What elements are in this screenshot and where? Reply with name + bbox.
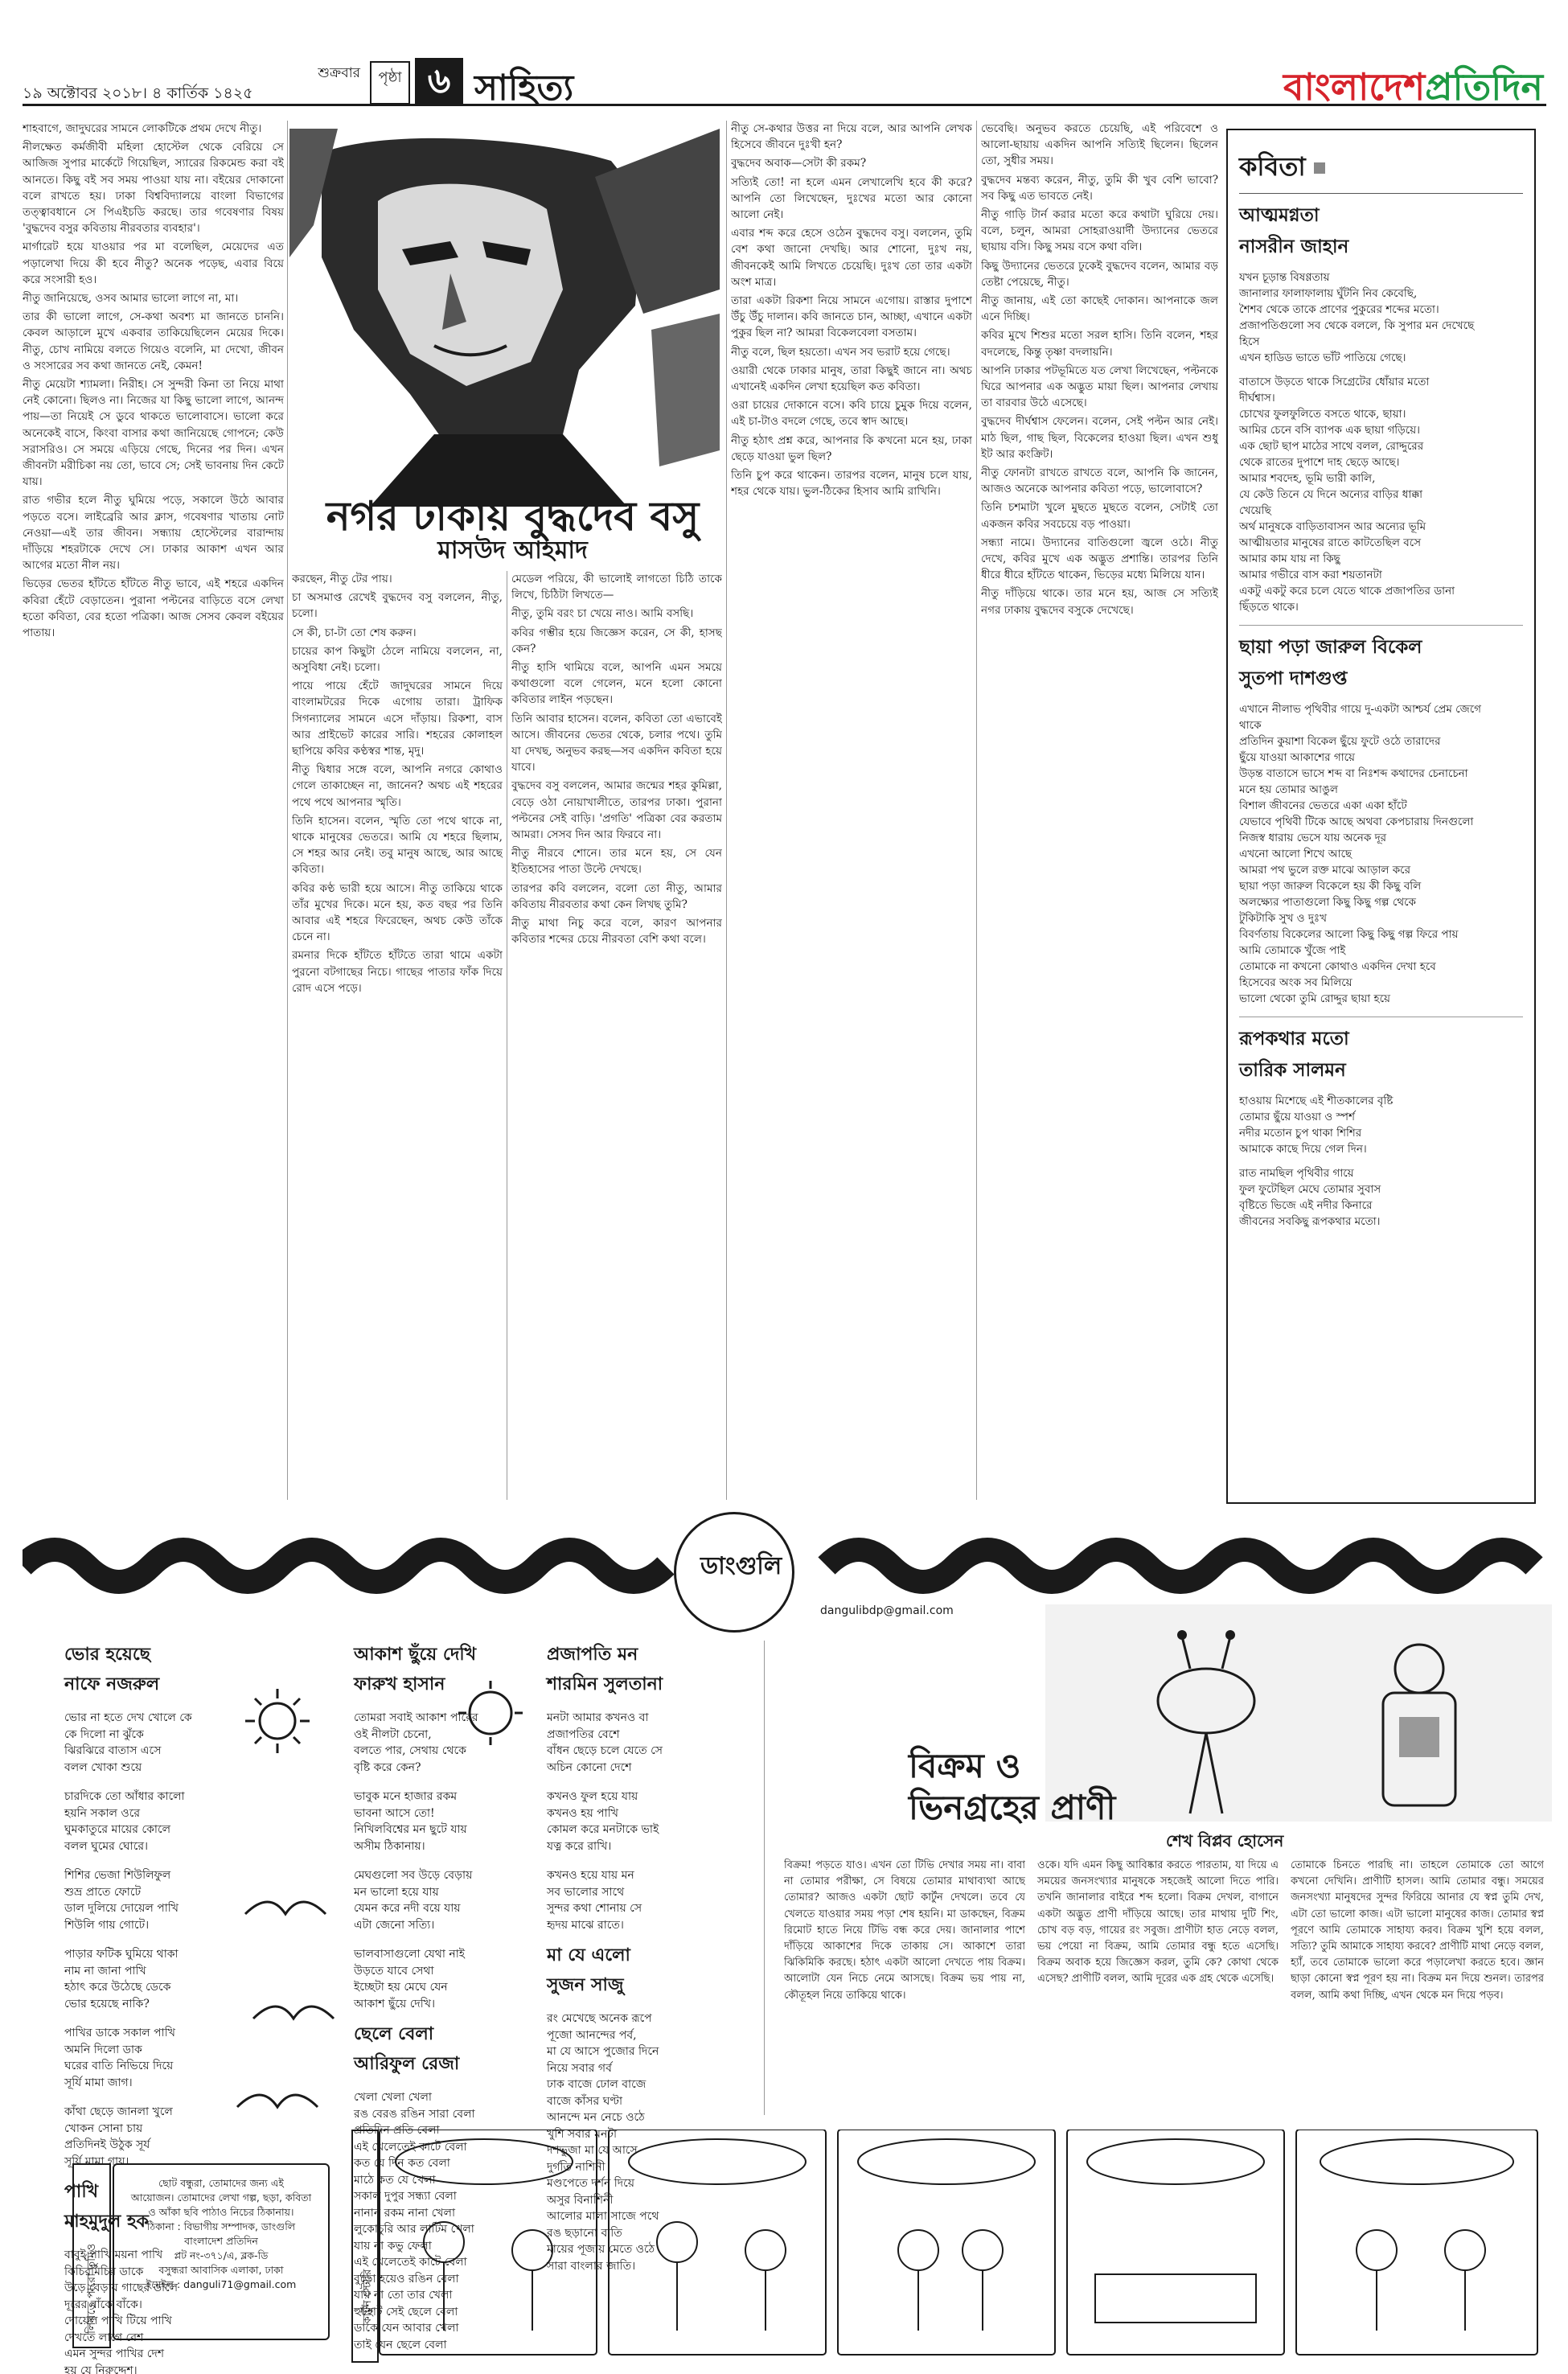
column-2-paragraph: তিনি হাসেন। বলেন, স্মৃতি তো পথে থাকে না, থাকে মানুষের ভেতরে। আমি যে শহরে ছিলাম, সে শহর আর নেই। তবু মানুষ আছে, আর আছে কবিতা। — [292, 814, 503, 877]
poem-line: কাঁথা ছেড়ে জানলা খুলে — [64, 2105, 173, 2118]
poem-line: বৃষ্টি করে কেন? — [354, 1760, 421, 1774]
poem-line: হৃদয় মাঝে রাতে। — [547, 1918, 624, 1932]
poem-line: অসীম ঠিকানায়। — [354, 1839, 425, 1853]
poem-line: প্রতিদিন প্রতি বেলা — [354, 2124, 440, 2137]
poem-line: নানান রকম নানা খেলা — [354, 2206, 456, 2220]
poem-line: রাত নামছিল পৃথিবীর গায়ে — [1239, 1167, 1354, 1180]
poem-line: উড়তে যাবে সেথা — [354, 1964, 434, 1978]
column-3-paragraph: মেডেল পরিয়ে, কী ভালোই লাগতো চিঠি তাকে লিখে, চিঠিটা লিখতে— — [511, 573, 722, 602]
poem-line: সূর্যি মামা জাগ। — [64, 2076, 133, 2089]
column-5-paragraph: আপনি ঢাকার পটভূমিতে যত লেখা লিখেছেন, পল্টনকে ঘিরে আপনার এক অদ্ভুত মায়া ছিল। আপনার লেখায় তা বারবার উঠে এসেছে। — [981, 363, 1218, 410]
column-2 — [292, 571, 503, 1500]
column-2-paragraph: চায়ের কাপ কিছুটা ঠেলে নামিয়ে বললেন, না, অসুবিধা নেই। চলো। — [292, 644, 503, 675]
poem-line: হয় যে নিরুদ্দেশ। — [64, 2364, 138, 2374]
poem-line: যখন চূড়ান্ত বিষণ্ণতায় — [1239, 271, 1330, 284]
poem-line: আনন্দে মন নেচে ওঠে — [547, 2111, 645, 2124]
poem-line: মন ভালো হয়ে যায় — [354, 1885, 439, 1899]
poem-line: এখনো আলো শিখে আছে — [1239, 848, 1353, 860]
poem-line: উড়ন্ত বাতাসে ভাসে শব্দ বা নিঃশব্দ কথাদের চেনাচেনা — [1239, 767, 1468, 780]
poem-line: তোমাকে না কখনো কোথাও একদিন দেখা হবে — [1239, 960, 1436, 973]
column-5-paragraph: নীতু ফোনটা রাখতে রাখতে বলে, আপনি কি জানেন, আজও অনেকে আপনার কবিতা পড়ে, ভালোবাসে? — [981, 466, 1218, 496]
poem-line: দুর্গতি নাশিনী — [547, 2160, 605, 2174]
poem-line: চারদিকে তো আঁধার কালো — [64, 1790, 185, 1803]
poem-line — [64, 2012, 225, 2025]
poem-line: শিউলি গায় গোটে। — [64, 1918, 150, 1932]
poem-line: খেলা খেলা খেলা — [354, 2091, 432, 2104]
poem-line: থাকে — [1239, 719, 1262, 732]
column-2-paragraph: চা অসমাপ্ত রেখেই বুদ্ধদেব বসু বললেন, নীতু, চলো। — [292, 591, 503, 621]
poem-title: প্রজাপতি মন — [547, 1645, 638, 1665]
poem-line: আকাশ ছুঁয়ে দেখি। — [354, 1997, 435, 2011]
poem-line: তোমার ছুঁয়ে যাওয়া ও স্পর্শ — [1239, 1111, 1355, 1123]
submission-line: ইমেইল : danguli71@gmail.com — [146, 2278, 297, 2290]
poem-author: নাসরীন জাহান — [1239, 236, 1349, 257]
poem-line: শিশির ভেজা শিউলিফুল — [64, 1869, 171, 1882]
column-divider — [764, 1641, 765, 2115]
poem-line: এই খেলেতেই কাটে বেলা — [354, 2256, 467, 2269]
submission-info-box — [113, 2163, 330, 2340]
column-5-paragraph: বুদ্ধদেব দীর্ঘশ্বাস ফেলেন। বলেন, সেই পল্টন আর নেই। মাঠ ছিল, গাছ ছিল, বিকেলের হাওয়া ছিল। এখন শুধু ইট আর কংক্রিট। — [981, 415, 1218, 461]
poem-line: এখন হাডিড ভাতে ভাঁট পাতিয়ে গেছে। — [1239, 351, 1406, 364]
column-2-paragraph: কবির কণ্ঠ ভারী হয়ে আসে। নীতু তাকিয়ে থাকে তাঁর মুখের দিকে। মনে হয়, কত বছর পর তিনি আবার এই শহরে ফিরেছেন, অথচ কেউ তাঁকে চেনে না। — [292, 881, 503, 944]
column-5-paragraph: ভেবেছি। অনুভব করতে চেয়েছি, এই পরিবেশে ও আলো-ছায়ায় একদিন আপনি সত্যিই ছিলেন। ছিলেন তো, সুধীর সময়। — [981, 122, 1218, 168]
poem-line: ইচ্ছেটা হয় মেঘে যেন — [354, 1981, 448, 1994]
poem-line: সারা বাংলার জাতি। — [547, 2259, 636, 2273]
poem-line: বিবর্ণতায় বিকেলের আলো কিছু কিছু গল্প ফিরে পায় — [1239, 928, 1459, 941]
poem-line: একটু একটু করে চলে যেতে থাকে প্রজাপতির ডানা — [1239, 585, 1455, 598]
poem-line: রঙ বেরঙ রঙিন সারা বেলা — [354, 2107, 475, 2121]
column-3-paragraph: বুদ্ধদেব বসু বললেন, আমার জন্মের শহর কুমিল্লা, বেড়ে ওঠা নোয়াখালীতে, তারপর ঢাকা। পুরানা পল্টনের সেই বাড়ি। 'প্রগতি' পত্রিকা বের করতাম আমরা। সেসব দিন আর ফিরবে না। — [511, 779, 722, 842]
column-divider — [287, 121, 288, 1500]
poem-line: এটা জেনো সত্যি। — [354, 1918, 435, 1932]
page-label: পৃষ্ঠা — [370, 61, 410, 105]
poem-line: বৃষ্টিতে ভিজে এই নদীর কিনারে — [1239, 1199, 1373, 1212]
poem-line: জানালার ফালাফালায় ঘুঁটনি নিব কেবেছি, — [1239, 287, 1418, 300]
column-3 — [511, 571, 722, 1500]
column-4 — [731, 121, 972, 1500]
poem-line: সকাল দুপুর সন্ধ্যা বেলা — [354, 2190, 457, 2203]
column-divider — [976, 121, 977, 1500]
poem-line: হুটহাট সেই ছেলে বেলা — [354, 2305, 458, 2319]
column-1-paragraph: ভিড়ের ভেতর হাঁটতে হাঁটতে নীতু ভাবে, এই শহরে একদিন কবিরা হেঁটে বেড়াতেন। পুরানা পল্টনের বাড়িতে বসে লেখা হতো কবিতা, বের হতো পত্রিকা। আজ সেসব কেবল বইয়ের পাতায়। — [23, 577, 284, 640]
column-3-paragraph: নীতু, তুমি বরং চা খেয়ে নাও। আমি বসছি। — [511, 607, 694, 621]
poem-line: পাড়ার ফটিক ঘুমিয়ে থাকা — [64, 1948, 179, 1961]
story-title: বিক্রম ও ভিনগ্রহের প্রাণী — [909, 1746, 1116, 1827]
poem-line: অলক্ষ্যের পাতাগুলো কিছু কিছু গল্প থেকে — [1239, 896, 1416, 909]
poem-line — [64, 1776, 225, 1789]
column-2-paragraph: পায়ে পায়ে হেঁটে জাদুঘরের সামনে দিয়ে বাংলামটরের দিকে এগোয় তারা। ট্রাফিক সিগন্যালের সামনে এসে দাঁড়ায়। রিকশা, বাস আর প্রাইভেট কারের সারি। শহরের কোলাহল ছাপিয়ে কবির কণ্ঠস্বর শান্ত, মৃদু। — [292, 680, 503, 758]
column-1-paragraph: নীতু জানিয়েছে, ওসব আমার ভালো লাগে না, মা। — [23, 292, 239, 306]
poem-line: মা যে আসে পুজোর দিনে — [547, 2045, 659, 2058]
poem-author: শারমিন সুলতানা — [547, 1674, 663, 1694]
poem-line: কখনও হয় পাখি — [547, 1806, 618, 1820]
column-3-paragraph: নীতু নীরবে শোনে। তার মনে হয়, সে যেন ইতিহাসের পাতা উল্টে দেখছে। — [511, 847, 722, 877]
column-5-paragraph: নীতু দাঁড়িয়ে থাকে। তার মনে হয়, আজ সে সত্যিই নগর ঢাকায় বুদ্ধদেব বসুকে দেখেছে। — [981, 587, 1218, 617]
poem-line: অর্থ মানুষকে বাড়িতাবাসন আর অন্যের ভূমি — [1239, 520, 1426, 533]
kids-email: dangulibdp@gmail.com — [820, 1604, 954, 1617]
poetry-heading: কবিতা — [1239, 146, 1523, 194]
poem-line: সূর্যি মামা গায়। — [64, 2154, 129, 2168]
poem-list — [1239, 200, 1523, 1230]
feature-title: নগর ঢাকায় বুদ্ধদেব বসু — [326, 493, 700, 540]
poem-line: অমনি দিলো ডাক — [64, 2043, 142, 2056]
column-4-paragraph: এবার শব্দ করে হেসে ওঠেন বুদ্ধদেব বসু। বললেন, তুমি বেশ কথা জানো দেখছি। আর শোনো, দুঃখ নয়, জীবনকেই আমি লিখতে চেয়েছি। দুঃখ তো তার একটা অংশ মাত্র। — [731, 227, 972, 289]
poem-line: আমার গভীরে বাস করা শয়তানটা — [1239, 569, 1382, 581]
poem-body — [547, 1710, 756, 1933]
poem-line: দূরের বাঁকে বাঁকে। — [64, 2298, 142, 2311]
submission-line: আয়োজন। তোমাদের লেখা গল্প, ছড়া, কবিতা — [130, 2191, 312, 2204]
poem-line: নাম না জানা পাখি — [64, 1964, 146, 1978]
poem-line: ভালবাসাগুলো যেথা নাই — [354, 1948, 466, 1961]
submission-line: প্লট নং-৩৭১/এ, ব্লক-ডি — [174, 2249, 269, 2261]
poem-line: পাখির ডাকে সকাল পাখি — [64, 2027, 175, 2039]
column-4-paragraph: নীতু সে-কথার উত্তর না দিয়ে বলে, আর আপনি লেখক হিসেবে জীবনে দুঃখী হন? — [731, 122, 972, 152]
poem-line: পূজো আনন্দের পর্ব, — [547, 2028, 637, 2042]
poem-line: বাজে কাঁসর ঘণ্টা — [547, 2094, 623, 2108]
author-portrait-illustration — [289, 129, 720, 507]
poem-line — [547, 1854, 756, 1867]
poem-line: দেখতে লাগে বেশ — [64, 2331, 144, 2344]
poem-line: এখানে নীলাভ পৃথিবীর গায়ে দু-একটা আশ্চর্য প্রেম জেগে — [1239, 703, 1481, 716]
poem-line: দশভুজা মা যে আসে — [547, 2144, 638, 2157]
story-author: শেখ বিপ্লব হোসেন — [1166, 1831, 1284, 1850]
poem-line: হাওয়ায় মিশেছে এই শীতকালের বৃষ্টি — [1239, 1095, 1394, 1107]
poem-line: তাই যেন ছেলে বেলা — [354, 2338, 447, 2351]
poem-line: দীর্ঘশ্বাস। — [1239, 392, 1275, 405]
column-divider — [726, 121, 727, 1500]
poem-line: মাঠে কত যে খেলা — [354, 2173, 436, 2187]
poem-line: ভালো থেকো তুমি রোদ্দুর ছায়া হয়ে — [1239, 992, 1390, 1005]
poem-line: হিসেবের অংক সব মিলিয়ে — [1239, 976, 1353, 989]
poem-title: ছেলে বেলা — [354, 2024, 434, 2044]
column-4-paragraph: ওরা চায়ের দোকানে বসে। কবি চায়ে চুমুক দিয়ে বলেন, এই চা-টাও বদলে গেছে, তবে স্বাদ আছে। — [731, 399, 972, 429]
column-4-paragraph: তিনি চুপ করে থাকেন। তারপর বলেন, মানুষ চলে যায়, শহর থেকে যায়। ভুল-ঠিকের হিসাব আমি রাখিনি। — [731, 469, 972, 499]
poem-line — [1239, 366, 1523, 374]
poem-line — [64, 1854, 225, 1867]
column-3-paragraph: নীতু মাথা নিচু করে বলে, কারণ আপনার কবিতার শব্দের চেয়ে নীরবতা বেশি কথা বলে। — [511, 917, 722, 947]
poem-line: ছুঁয়ে যাওয়া আকাশের গায়ে — [1239, 751, 1356, 764]
poem-line: আমি তোমাকে খুঁজে পাই — [1239, 944, 1346, 957]
poem-title: ছায়া পড়া জারুল বিকেল — [1239, 637, 1422, 658]
poem-line: টুকিটাকি সুখ ও দুঃখ — [1239, 912, 1327, 925]
poem-line: ছিঁড়তে থাকে। — [1239, 601, 1299, 614]
poem-author: ফারুখ হাসান — [354, 1674, 445, 1694]
poem-line: লুকোচুরি আর লাটিম খেলা — [354, 2223, 474, 2236]
poem-line: ভাবনা আসে তো! — [354, 1806, 435, 1820]
poem-line: তোমরা সবাই আকাশ পারের — [354, 1711, 478, 1724]
poem-line: যায় না তো তার খেলা — [354, 2289, 453, 2302]
poem-line — [354, 1933, 539, 1946]
column-2-paragraph: সে কী, চা-টা তো শেষ করুন। — [292, 626, 417, 639]
poem-title: আত্মমগ্নতা — [1239, 205, 1320, 226]
column-2-paragraph: করছেন, নীতু টের পায়। — [292, 573, 392, 585]
poem-line: কখনও ফুল হয়ে যায় — [547, 1790, 638, 1803]
poem-line: শুভ্র প্রাতে ফোটে — [64, 1885, 142, 1899]
poem-author: তারিক সালমন — [1239, 1060, 1346, 1081]
column-5-paragraph: নীতু জানায়, এই তো কাছেই দোকান। আপনাকে জল এনে দিচ্ছি। — [981, 294, 1218, 324]
poetry-sidebar — [1226, 129, 1536, 1504]
section-title: সাহিত্য — [474, 68, 574, 109]
poem-line: নদীর মতোন চুপ থাকা শিশির — [1239, 1127, 1362, 1140]
poem-line: কিচিরমিচির ডাকে — [64, 2265, 144, 2278]
poem-line: রঙ ছড়ানো বাতি — [547, 2226, 622, 2240]
poem-line: বলল খোকা শুয়ে — [64, 1760, 142, 1774]
poem-line: আমার কাম যায় না কিছু — [1239, 552, 1340, 565]
poem-title: মা যে এলো — [547, 1945, 630, 1965]
poem-line: ভাবুক মনে হাজার রকম — [354, 1790, 458, 1803]
poem-line: এই খেলেতেই কাটে বেলা — [354, 2140, 467, 2154]
submission-line: ছোট বন্ধুরা, তোমাদের জন্য এই — [158, 2177, 284, 2189]
poem-line — [354, 1776, 539, 1789]
poem-line: বাতাসে উড়তে থাকে সিগ্রেটের ধোঁয়ার মতো — [1239, 376, 1430, 388]
poem-line: হয়নি সকাল ওরে — [64, 1806, 141, 1820]
poem-line: মনটা আমার কখনও বা — [547, 1711, 649, 1724]
poem-line — [1239, 1157, 1523, 1165]
poem-author: নাফে নজরুল — [64, 1674, 160, 1694]
column-1-paragraph: শাহবাগে, জাদুঘরের সামনে লোকটিকে প্রথম দেখে নীতু। — [23, 122, 262, 135]
poem-line: বাঁধন ছেড়ে চলে যেতে সে — [547, 1744, 663, 1757]
submission-tab: লিখতে পারো তুমিও — [72, 2163, 111, 2348]
poem-line: ঘরের বাতি নিভিয়ে দিয়ে — [64, 2060, 174, 2072]
poem-author: সুজন সাজু — [547, 1975, 624, 1995]
poem-title: ভোর হয়েছে — [64, 1645, 150, 1665]
column-1-paragraph: নীলক্ষেত কর্মজীবী মহিলা হোস্টেল থেকে বেরিয়ে সে আজিজ সুপার মার্কেটে গিয়েছিল, স্যারের রিকমেন্ড করা বই আনতে। কিছু বই সব সময় পাওয়া যায় না। বইয়ের দোকানো বলে রাখতে হয়। ঢাকা বিশ্ববিদ্যালয়ে বাংলা বিভাগের তত্ত্বাবধানে সে পিএইচডি করছে। তার গবেষণার বিষয় 'বুদ্ধদেব বসুর কবিতায় নীরবতার ব্যবহার'। — [23, 141, 284, 236]
poem-line: প্রতিদিন কুয়াশা বিকেল ছুঁয়ে ফুটে ওঠে তারাদের — [1239, 735, 1441, 748]
poem-title: রূপকথার মতো — [1239, 1029, 1349, 1049]
poem-line: জীবনের সবকিছু রূপকথার মতো। — [1239, 1215, 1381, 1228]
story-column-3: তোমাকে চিনতে পারছি না। তাহলে তোমাকে তো আগে কখনো দেখিনি। প্রাণীটি হাসল। আমি তোমার বন্ধু। সময়ের জনসংখ্যা মানুষদের সুন্দর ফিরিয়ে আনার যে স্বপ্ন তুমি দেখ, এটা তো ভালো কাজ। এটা ভালো মানুষের কাজ। তোমার স্বপ্ন পূরণে আমি তোমাকে সাহায্য করব। বিক্রম খুশি হয়ে বলল, সত্যি? তুমি আমাকে সাহায্য করবে? প্রাণীটি মাথা নেড়ে বলল, হ্যাঁ, তবে তোমাকে ভালো করে পড়ালেখা করতে হবে। জ্ঞান ছাড়া কোনো স্বপ্ন পূরণ হয় না। বিক্রম মন দিয়ে শুনল। তারপর বলল, আমি কথা দিচ্ছি, এখন থেকে মন দিয়ে পড়ব। — [1291, 1859, 1544, 2002]
poem-author: মাহমুদুল হক — [64, 2212, 149, 2232]
poem-line: ঝিরঝিরে বাতাস এসে — [64, 1744, 162, 1757]
comic-strip — [371, 2130, 1545, 2363]
poem-line: আলোর মালা সাজে পথে — [547, 2210, 659, 2223]
poem-line: প্রজাপতির বেশে — [547, 1727, 620, 1741]
column-3-paragraph: তিনি আবার হাসেন। বলেন, কবিতা তো এভাবেই আসে। জীবনের ভেতর থেকে, চলার পথে। তুমি যা দেখছ, অনুভব করছ—সব একদিন কবিতা হয়ে যাবে। — [511, 712, 722, 774]
poem-body — [64, 1710, 225, 2170]
column-5-paragraph: কবির মুখে শিশুর মতো সরল হাসি। তিনি বলেন, শহর বদলেছে, কিন্তু তৃষ্ণা বদলায়নি। — [981, 329, 1218, 359]
poem-line: ওই নীলটা চেনো, — [354, 1727, 432, 1741]
poem-line: বলল ঘুমের ঘোরে। — [64, 1839, 149, 1853]
column-1-paragraph: নীতু মেয়েটা শ্যামলা। নিরীহ। সে সুন্দরী কিনা তা নিয়ে মাথা নেই কোনো। ছিলও না। নিজের যা কিছু ভালো লাগে, আনন্দ পায়—তা নিয়েই সে ডুবে থাকতে ভালোবাসে। ভালো করে অনেকেই বাসে, কিংবা বাসার কথা জানিয়েছে গোপনে; কেউ সরাসরিও। সে সময়ে এড়িয়ে গেছে, দিনের পর দিন। এখন জীবনটা মরীচিকা নয় তো, ভাবে সে; সেই ভাবনায় দিন কেটে যায়। — [23, 378, 284, 489]
poem-author: আরিফুল রেজা — [354, 2054, 460, 2074]
poem-line: ডাকে যেন আবার খেলা — [354, 2322, 459, 2335]
feature-author: মাসউদ আহমাদ — [437, 536, 588, 565]
column-5-paragraph: নীতু গাড়ি টার্ন করার মতো করে কথাটা ঘুরিয়ে দেয়। বলে, চলুন, আমরা সোহরাওয়ার্দী উদ্যানের ভেতরে ছায়ায় বসি। কিছু সময় বসে কথা বলি। — [981, 208, 1218, 254]
column-2-paragraph: রমনার দিকে হাঁটতে হাঁটতে তারা থামে একটা পুরনো বটগাছের নিচে। গাছের পাতার ফাঁক দিয়ে রোদ এসে পড়ে। — [292, 949, 503, 995]
column-4-paragraph: ওয়ারী থেকে ঢাকার মানুষ, তারা কিছুই জানে না। অথচ এখানেই একদিন লেখা হয়েছিল কত কবিতা। — [731, 363, 972, 394]
issue-date: শুক্রবার ১৯ অক্টোবর ২০১৮। ৪ কার্তিক ১৪২৫ — [23, 82, 360, 108]
column-4-paragraph: সত্যিই তো! না হলে এমন লেখালেখি হবে কী করে? আপনি তো লিখেছেন, দুঃখের মতো আর কোনো আলো নেই। — [731, 175, 972, 222]
poem-line: কোমল করে মনটাকে ভাই — [547, 1823, 659, 1836]
column-5-paragraph: সন্ধ্যা নামে। উদ্যানের বাতিগুলো জ্বলে ওঠে। নীতু দেখে, কবির মুখে এক অদ্ভুত প্রশান্তি। তারপর তিনি ধীরে ধীরে হাঁটতে থাকেন, ভিড়ের মধ্যে মিলিয়ে যান। — [981, 536, 1218, 582]
poem-line: যায় না কভু ফেলা — [354, 2239, 432, 2253]
poem-line: প্রজাপতিগুলো সব থেকে বললে, কি সুপার মন দেখেছে — [1239, 319, 1475, 332]
poem-line: ছায়া পড়া জারুল বিকেলে হয় কী কিছু বলি — [1239, 880, 1422, 893]
poem-line: নিখিলবিশ্বের মন ছুটে যায় — [354, 1823, 467, 1836]
poem-line: ফুল ফুটেছিল মেঘে তোমার সুবাস — [1239, 1183, 1381, 1196]
poem-line: মেঘগুলো সব উড়ে বেড়ায় — [354, 1869, 473, 1882]
poem-line — [64, 1933, 225, 1946]
poem-line: নিয়ে সবার গর্ব — [547, 2061, 612, 2075]
poem-line: যেমন করে নদী বয়ে যায় — [354, 1902, 461, 1915]
poem-line: মায়ের পূজায় মেতে ওঠে — [547, 2243, 655, 2256]
poem-line: এমন সুন্দর পাখির দেশ — [64, 2347, 165, 2360]
poem-line: যেভাবে পৃথিবী টিকে আছে অথবা কেপচারায় দিনগুলো — [1239, 815, 1474, 828]
column-1-paragraph: মার্গারেট হয়ে যাওয়ার পর মা বলেছিল, মেয়েদের এত পড়ালেখা দিয়ে কী হবে নীতু? অনেক পড়েছ, এবার বিয়ে করে সংসারী হও। — [23, 240, 284, 286]
poem-line: মণ্ডপেতে দর্শন দিয়ে — [547, 2177, 635, 2190]
column-5-paragraph: তিনি চশমাটা খুলে মুছতে মুছতে বলেন, সেটাই তো একজন কবির সবচেয়ে বড় পাওয়া। — [981, 501, 1218, 531]
poem-line: সুন্দর কথা শোনায় সে — [547, 1902, 642, 1915]
poem-line: অচিন কোনো দেশে — [547, 1760, 632, 1774]
poem-line: উড়ে বেড়ায় গাছের ডালে — [64, 2282, 179, 2294]
poem-line: বিশাল জীবনের ভেতরে একা একা হাঁটে — [1239, 799, 1407, 812]
story-column-1: বিক্রম! পড়তে যাও। এখন তো টিভি দেখার সময় না। বাবা না তোমার পরীক্ষা, সে বিষয়ে তোমার মাথাব্যথা আছে তোমার? আজও একটা ছোট কার্টুন দেখলে। তবে যে খেলতে যাওয়ার সময় পড়া শেষ হয়নি। মা ডাকছেন, বিক্রম রিমোট হাতে নিয়ে টিভি বন্ধ করে দেয়। জানালার পাশে দাঁড়িয়ে আকাশের দিকে তাকায় সে। আকাশে তারা ঝিকিমিকি করছে। হঠাৎ একটা আলো দেখতে পায় বিক্রম। আলোটা যেন নিচে নেমে আসছে। বিক্রম ভয় পায় না, কৌতূহল নিয়ে তাকিয়ে থাকে। — [784, 1859, 1025, 2002]
column-2-paragraph: নীতু দ্বিধার সঙ্গে বলে, আপনি নগরে কোথাও গেলে তাকাচ্ছেন না, জানেন? অথচ এই শহরের পথে পথে আপনার স্মৃতি। — [292, 763, 503, 809]
poem-line: বলতে পার, সেথায় থেকে — [354, 1744, 466, 1757]
poem-line — [354, 1854, 539, 1867]
column-4-paragraph: তারা একটা রিকশা নিয়ে সামনে এগোয়। রাস্তার দুপাশে উঁচু উঁচু দালান। কবি জানতে চান, আচ্ছা, এখানে একটা পুকুর ছিল না? আমরা বিকেলবেলা বসতাম। — [731, 294, 972, 340]
poem-line — [547, 1776, 756, 1789]
square-icon — [1314, 162, 1325, 174]
column-5-paragraph: বুদ্ধদেব মন্তব্য করেন, নীতু, তুমি কী খুব বেশি ভাবো? সব কিছু এত ভাবতে নেই। — [981, 173, 1218, 203]
issue-day: শুক্রবার — [318, 65, 360, 81]
poem-line: রং মেখেছে অনেক রূপে — [547, 2012, 652, 2025]
poem-title: আকাশ ছুঁয়ে দেখি — [354, 1645, 477, 1665]
poem-title: পাখি — [64, 2182, 99, 2202]
poem-line: নিজস্ব ধারায় ভেসে যায় অনেক দূর — [1239, 832, 1387, 844]
page-header — [23, 56, 1546, 109]
poem-line: বুড়ো হয়েও রঙিন বেলা — [354, 2272, 459, 2286]
poem-line: সব ভালোর সাথে — [547, 1885, 625, 1899]
poem-line: আমরা পথ ভুলে রক্ত মাঝে আড়াল করে — [1239, 864, 1411, 877]
poem-line: প্রতিদিনই উঠুক সূর্য — [64, 2138, 150, 2151]
poem-line: খেয়েছি — [1239, 504, 1271, 517]
poem-line: যত্ন করে রাখি। — [547, 1839, 612, 1853]
submission-line: বসুন্ধরা আবাসিক এলাকা, ঢাকা — [158, 2264, 284, 2276]
column-1 — [23, 121, 284, 1500]
column-1-paragraph: রাত গভীর হলে নীতু ঘুমিয়ে পড়ে, সকালে উঠে আবার পড়তে বসে। লাইব্রেরি আর ক্লাস, গবেষণার খাতায় নোট নেওয়া—এই তার জীবন। সন্ধ্যায় হোস্টেলের বারান্দায় দাঁড়িয়ে শহরটাকে দেখে সে। ঢাকার আকাশ এখন আর আগের মতো নীল নয়। — [23, 494, 284, 573]
masthead-logo: বাংলাদেশপ্রতিদিন — [1283, 65, 1543, 109]
poem-line: হিসে — [1239, 335, 1260, 348]
poem-line: আমাকে কাছে দিয়ে গেল দিন। — [1239, 1143, 1367, 1156]
poem-line: এক ছোট ছাপ মাঠের সাথে বলল, রোদ্দুরের — [1239, 440, 1424, 453]
column-5-paragraph: কিছু উদ্যানের ভেতরে ঢুকেই বুদ্ধদেব বলেন, আমার বড় তেষ্টা পেয়েছে, নীতু। — [981, 259, 1218, 289]
kids-logo: ডাংগুলি — [674, 1512, 794, 1633]
sun-illustration — [394, 1673, 539, 1777]
submission-line: ও আঁকা ছবি পাঠাও নিচের ঠিকানায়। — [148, 2206, 294, 2218]
poem-line: আমির চেনে বসি ব্যাপক এক ছায়া গড়িয়ে। — [1239, 424, 1420, 437]
poem-line: কত যে দিন কত বেলা — [354, 2157, 450, 2170]
poem-line: ভোর হয়েছে নাকি? — [64, 1997, 150, 2011]
poem-line: যে কেউ তিনে যে দিনে অন্যের বাড়ির ধাক্কা — [1239, 488, 1423, 501]
poem-line: দোয়েল পাখি টিয়ে পাখি — [64, 2314, 172, 2327]
column-5 — [981, 121, 1218, 1500]
submission-line: ঠিকানা : বিভাগীয় সম্পাদক, ডাংগুলি — [146, 2220, 296, 2232]
poem-line: বাবুই পাখি ময়না পাখি — [64, 2249, 163, 2261]
poem-line: কখনও হয়ে যায় মন — [547, 1869, 634, 1882]
poem-line: অসুর বিনাশিনী — [547, 2193, 614, 2207]
poem-divider — [1239, 625, 1523, 626]
poem-line — [64, 2091, 225, 2104]
column-3-paragraph: নীতু হাসি থামিয়ে বলে, আপনি এমন সময়ে কথাগুলো বলে গেলেন, মনে হলো কোনো কবিতার লাইন পড়ছেন। — [511, 661, 722, 707]
column-4-paragraph: নীতু বলে, ছিল হয়তো। এখন সব ভরাট হয়ে গেছে। — [731, 345, 950, 359]
column-3-paragraph: কবির গম্ভীর হয়ে জিজ্ঞেস করেন, সে কী, হাসছ কেন? — [511, 626, 722, 655]
poem-line: কে দিলো না ঝুঁকে — [64, 1727, 144, 1741]
column-4-paragraph: বুদ্ধদেব অবাক—সেটা কী রকম? — [731, 157, 867, 170]
poem-line: ডাল দুলিয়ে দোয়েল পাখি — [64, 1902, 179, 1915]
poem-author: সুতপা দাশগুপ্ত — [1239, 668, 1348, 689]
poem-line: খোকন সোনা চায় — [64, 2121, 143, 2135]
poem-line: ঘুমকাতুরে মায়ের কোলে — [64, 1823, 171, 1836]
poem-line: আত্মীয়তার মানুষের রাতে কাটতেছিল বসে — [1239, 536, 1422, 549]
poem-line: ভোর না হতে দেখ খোলে কে — [64, 1711, 192, 1724]
poem-line: থেকে রাতের দুপাশে দাহ ছেড়ে আছে। — [1239, 456, 1400, 469]
poem-line: চোখের ফুলফুলিতে বসতে থাকে, ছায়া। — [1239, 408, 1406, 421]
sun-bird-illustration — [229, 1673, 350, 2123]
submission-line: বাংলাদেশ প্রতিদিন — [184, 2235, 258, 2247]
page-number: ৬ — [415, 58, 463, 105]
column-3-paragraph: তারপর কবি বললেন, বলো তো নীতু, আমার কবিতায় নীরবতার কথা কেন লিখছ তুমি? — [511, 881, 722, 911]
poem-line: হঠাৎ করে উঠেছে ডেকে — [64, 1981, 171, 1994]
poem-line: আমার শবদেহ, ভূমি ভারী কালি, — [1239, 472, 1376, 485]
column-4-paragraph: নীতু হঠাৎ প্রশ্ন করে, আপনার কি কখনো মনে হয়, ঢাকা ছেড়ে যাওয়া ভুল ছিল? — [731, 433, 972, 463]
poem-line: খুশি সবার মনটা — [547, 2127, 618, 2141]
poem-line: মনে হয় তোমার আঙুল — [1239, 783, 1338, 796]
comic-tab: কার্টুন স্টোরি — [351, 2130, 379, 2363]
story-column-2: ওকে। যদি এমন কিছু আবিষ্কার করতে পারতাম, যা দিয়ে এ সময়ের জনসংখ্যার মানুষকে সহজেই আলো দিতে পারি। তখনি জানালার বাইরে শব্দ হলো। বিক্রম দেখল, বাগানে একটা অদ্ভুত প্রাণী দাঁড়িয়ে আছে। তার মাথায় দুটি শিং, চোখ বড় বড়, গায়ের রং সবুজ। প্রাণীটা হাত নেড়ে বলল, ভয় পেয়ো না বিক্রম, আমি তোমার বন্ধু হতে এসেছি। বিক্রম অবাক হয়ে জিজ্ঞেস করল, তুমি কে? কোথা থেকে এসেছ? প্রাণীটি বলল, আমি দূরের এক গ্রহ থেকে এসেছি। — [1037, 1859, 1279, 1986]
column-1-paragraph: তার কী ভালো লাগে, সে-কথা অবশ্য মা জানতে চাননি। কেবল আড়ালে মুখে একবার তাকিয়েছিলেন মেয়ের দিকে। নীতু, চোখ নামিয়ে বলতে গিয়েও বলেনি, মা দেখো, জীবন ও সংসারের সব কথা জানতে নেই, কেমন! — [23, 310, 284, 372]
poem-line: ঢাক বাজে ঢোল বাজে — [547, 2078, 646, 2091]
poem-line: শৈশব থেকে তাকে প্রাণের পুকুরের শব্দের মতো। — [1239, 303, 1439, 316]
